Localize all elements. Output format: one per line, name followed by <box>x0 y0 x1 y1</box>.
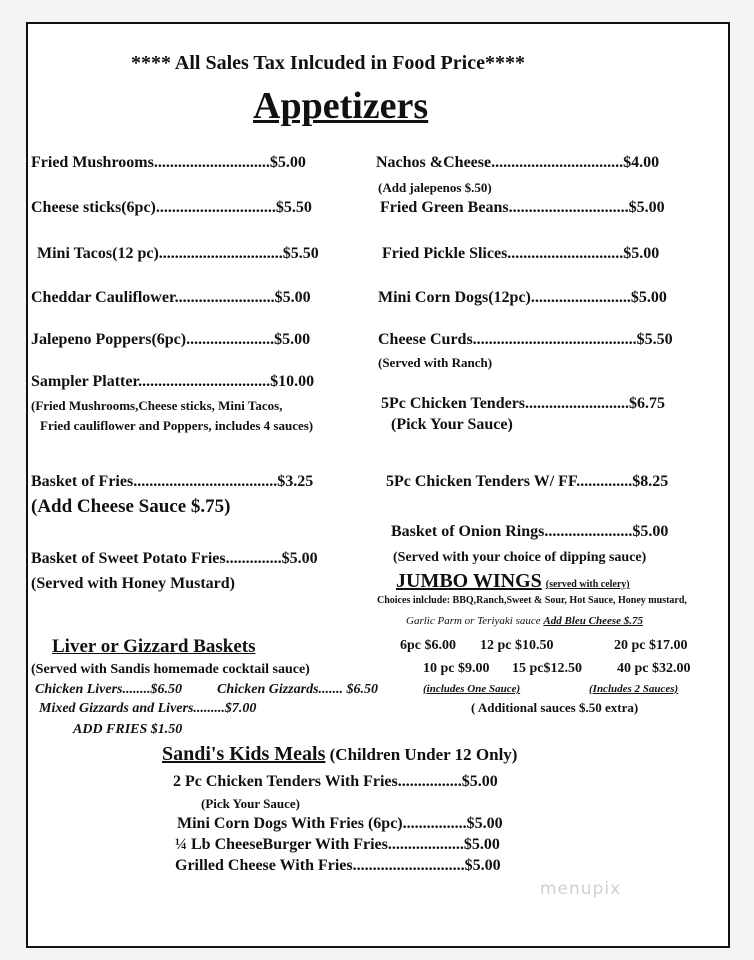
bleu-cheese-addon: Add Bleu Cheese $.75 <box>543 615 644 627</box>
wings-price-40pc: 40 pc $32.00 <box>617 661 691 676</box>
item-fried-green-beans: Fried Green Beans..............................$5.00 <box>380 199 665 216</box>
wings-one-sauce-note: (includes One Sauce) <box>423 683 521 695</box>
ranch-note: (Served with Ranch) <box>378 355 493 370</box>
wings-title: JUMBO WINGS <box>396 570 542 592</box>
sampler-note-line-2: Fried cauliflower and Poppers, includes 4 sauces) <box>40 418 314 433</box>
wings-celery-note: (served with celery) <box>545 579 630 590</box>
watermark: menupix <box>540 879 622 899</box>
kids-heading <box>162 743 517 766</box>
item-sweet-potato-fries: Basket of Sweet Potato Fries..............$5.00 <box>31 550 318 567</box>
wings-price-6pc: 6pc $6.00 <box>400 638 456 653</box>
jalepenos-note: (Add jalepenos $.50) <box>378 180 492 195</box>
kids-item-corn-dogs: Mini Corn Dogs With Fries (6pc)................$5.00 <box>177 815 503 832</box>
item-mixed-gizzards-livers: Mixed Gizzards and Livers.........$7.00 <box>39 701 257 716</box>
additional-sauce-note: ( Additional sauces $.50 extra) <box>471 700 639 715</box>
item-chicken-tenders-ff: 5Pc Chicken Tenders W/ FF..............$8.25 <box>386 473 669 490</box>
sampler-note-line-1: (Fried Mushrooms,Cheese sticks, Mini Tacos, <box>31 398 283 413</box>
item-chicken-livers: Chicken Livers........$6.50 <box>35 682 182 697</box>
item-onion-rings: Basket of Onion Rings......................$5.00 <box>391 523 669 540</box>
page-title: Appetizers <box>253 85 429 127</box>
wings-two-sauces-note: (Includes 2 Sauces) <box>589 683 679 695</box>
item-cheese-sticks: Cheese sticks(6pc)..............................$5.50 <box>31 199 312 216</box>
item-fried-pickle-slices: Fried Pickle Slices.............................$5.00 <box>382 245 660 262</box>
item-cheddar-cauliflower: Cheddar Cauliflower.........................$5.00 <box>31 289 311 306</box>
kids-pick-sauce-note: (Pick Your Sauce) <box>201 796 300 811</box>
add-fries-note: ADD FRIES $1.50 <box>73 722 183 737</box>
item-sampler-platter: Sampler Platter.................................$10.00 <box>31 373 315 390</box>
item-jalepeno-poppers: Jalepeno Poppers(6pc)......................$5.00 <box>31 331 311 348</box>
wings-price-12pc: 12 pc $10.50 <box>480 638 554 653</box>
item-nachos: Nachos &Cheese.................................$4.00 <box>376 154 660 171</box>
dipping-sauce-note: (Served with your choice of dipping sauce) <box>393 550 647 565</box>
tax-note: **** All Sales Tax Inlcuded in Food Price**** <box>131 52 525 74</box>
wings-heading <box>396 570 630 593</box>
wings-price-10pc: 10 pc $9.00 <box>423 661 490 676</box>
baskets-note: (Served with Sandis homemade cocktail sauce) <box>31 662 310 677</box>
kids-item-cheeseburger: ¼ Lb CheeseBurger With Fries...................$5.00 <box>175 836 500 853</box>
wings-price-20pc: 20 pc $17.00 <box>614 638 688 653</box>
item-basket-fries: Basket of Fries....................................$3.25 <box>31 473 314 490</box>
honey-mustard-note: (Served with Honey Mustard) <box>31 575 235 592</box>
item-chicken-gizzards: Chicken Gizzards....... $6.50 <box>217 682 379 697</box>
wings-price-15pc: 15 pc$12.50 <box>512 661 582 676</box>
baskets-title: Liver or Gizzard Baskets <box>52 636 256 657</box>
item-chicken-tenders: 5Pc Chicken Tenders..........................$6.75 <box>381 395 666 412</box>
add-cheese-sauce-note: (Add Cheese Sauce $.75) <box>31 496 231 517</box>
item-mini-tacos: Mini Tacos(12 pc)...............................$5.50 <box>37 245 319 262</box>
kids-item-tenders: 2 Pc Chicken Tenders With Fries................$5.00 <box>173 773 498 790</box>
kids-item-grilled-cheese: Grilled Cheese With Fries............................$5.00 <box>175 857 501 874</box>
item-fried-mushrooms: Fried Mushrooms.............................$5.00 <box>31 154 306 171</box>
wings-choices-line-2: Garlic Parm or Teriyaki sauce Add Bleu Cheese $.75 <box>406 615 644 627</box>
item-cheese-curds: Cheese Curds.........................................$5.50 <box>378 331 673 348</box>
kids-title: Sandi's Kids Meals <box>162 743 326 765</box>
pick-sauce-note: (Pick Your Sauce) <box>391 416 513 433</box>
wings-choices-line-1: Choices inlclude: BBQ,Ranch,Sweet & Sour, Hot Sauce, Honey mustard, <box>377 595 687 606</box>
kids-subtitle: (Children Under 12 Only) <box>325 745 518 764</box>
item-mini-corn-dogs: Mini Corn Dogs(12pc).........................$5.00 <box>378 289 667 306</box>
